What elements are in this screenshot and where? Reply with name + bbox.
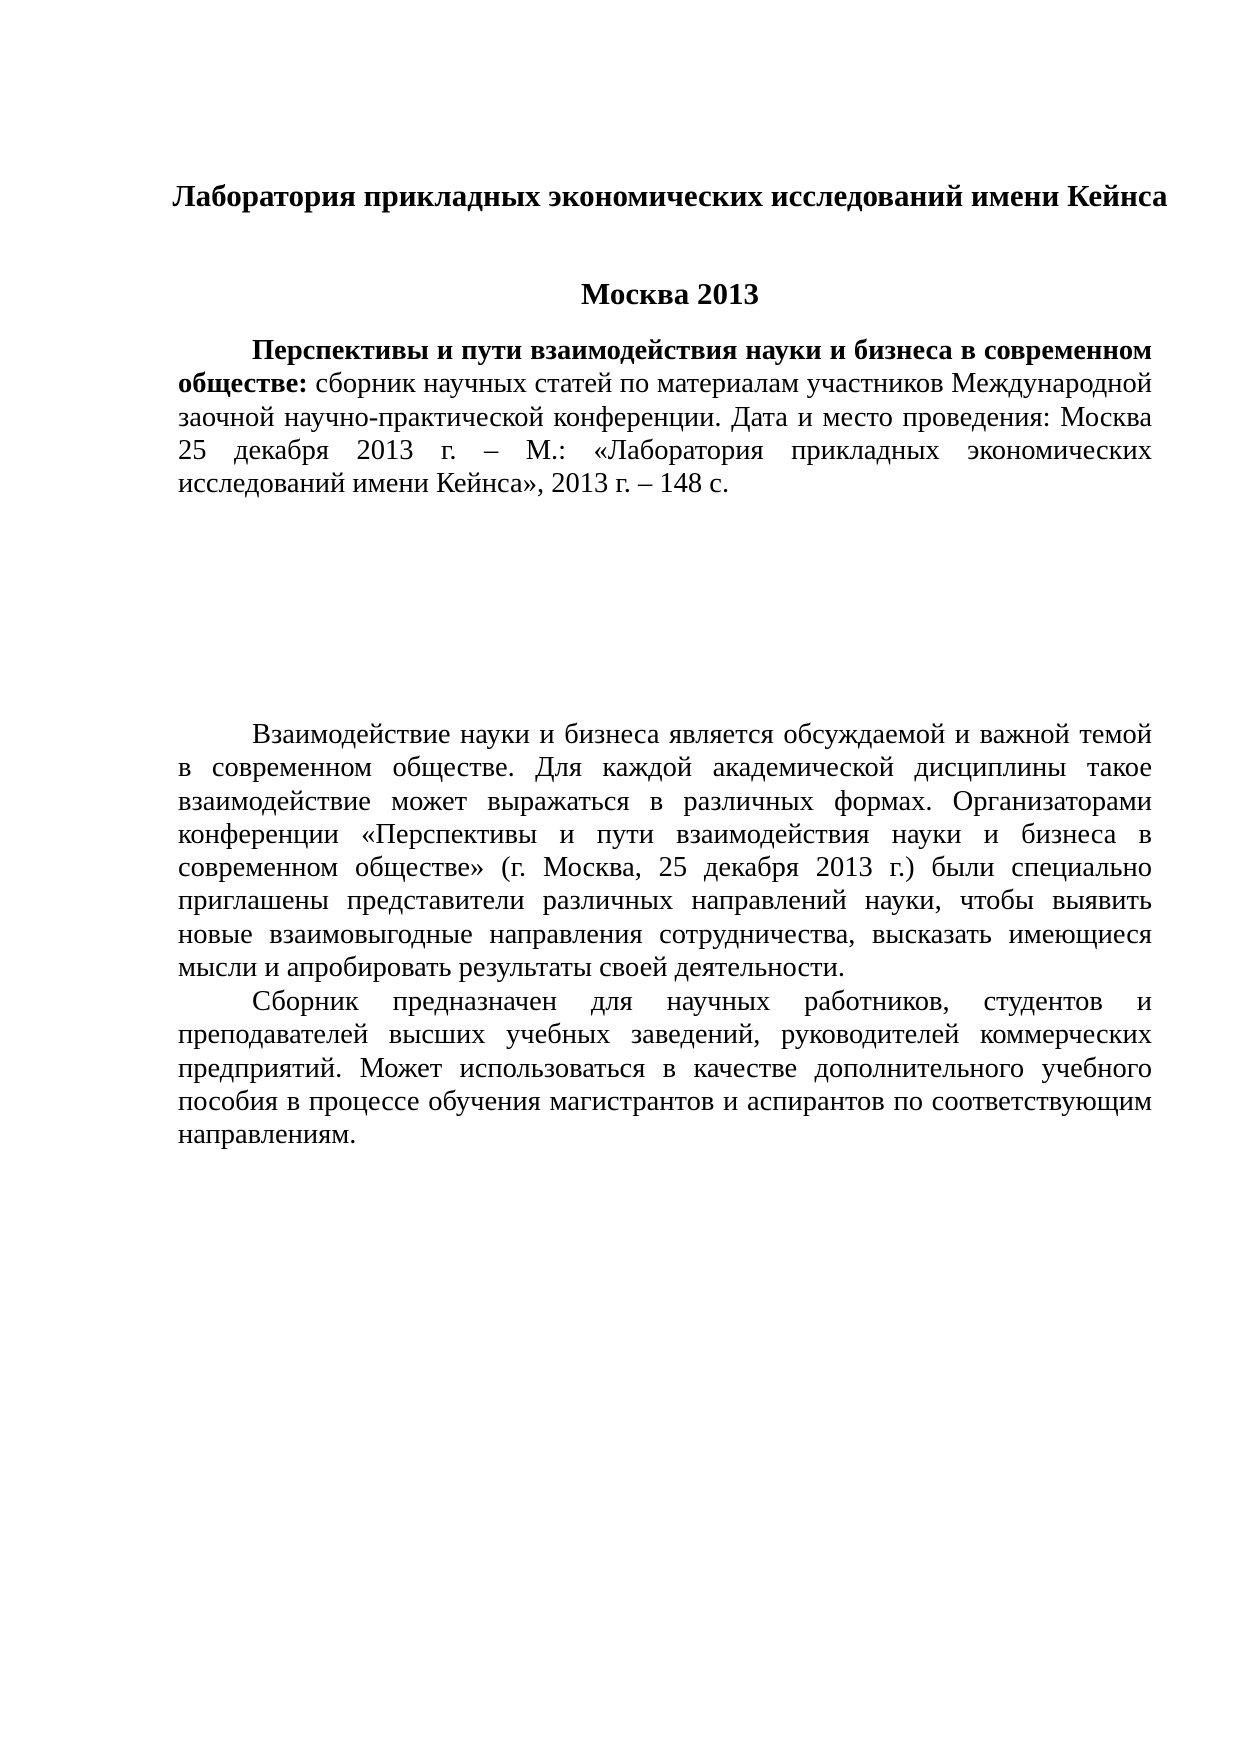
abstract-paragraph-2: Сборник предназначен для научных работников, студентов и преподавателей высших учебных заведений, руководителей коммерческих предприятий. Может использоваться в качестве дополнительного учебного пособия в процессе обучения магистрантов и аспирантов по соответствующим направлениям.: [178, 986, 1152, 1151]
city-year-heading: Москва 2013: [581, 276, 759, 311]
bibliographic-description: сборник научных статей по материалам участников Международной заочной научно-практической конференции. Дата и место проведения: Москва 25 декабря 2013 г. – М.: «Лаборатория прикладных экономических исследований имени Кейнса», 2013 г. – 148 с.: [178, 368, 1152, 500]
organization-title: Лаборатория прикладных экономических исследований имени Кейнса: [172, 178, 1168, 213]
abstract-paragraph-1: Взаимодействие науки и бизнеса является обсуждаемой и важной темой в современном обществе. Для каждой академической дисциплины такое взаимодействие может выражаться в различных формах. Организаторами конференции «Перспективы и пути взаимодействия науки и бизнеса в современном обществе» (г. Москва, 25 декабря 2013 г.) были специально приглашены представители различных направлений науки, чтобы выявить новые взаимовыгодные направления сотрудничества, высказать имеющиеся мысли и апробировать результаты своей деятельности.: [178, 719, 1152, 984]
collection-title: Перспективы и пути взаимодействия науки и бизнеса в современном обществе:: [178, 335, 1152, 400]
bibliographic-record: [178, 334, 1152, 500]
